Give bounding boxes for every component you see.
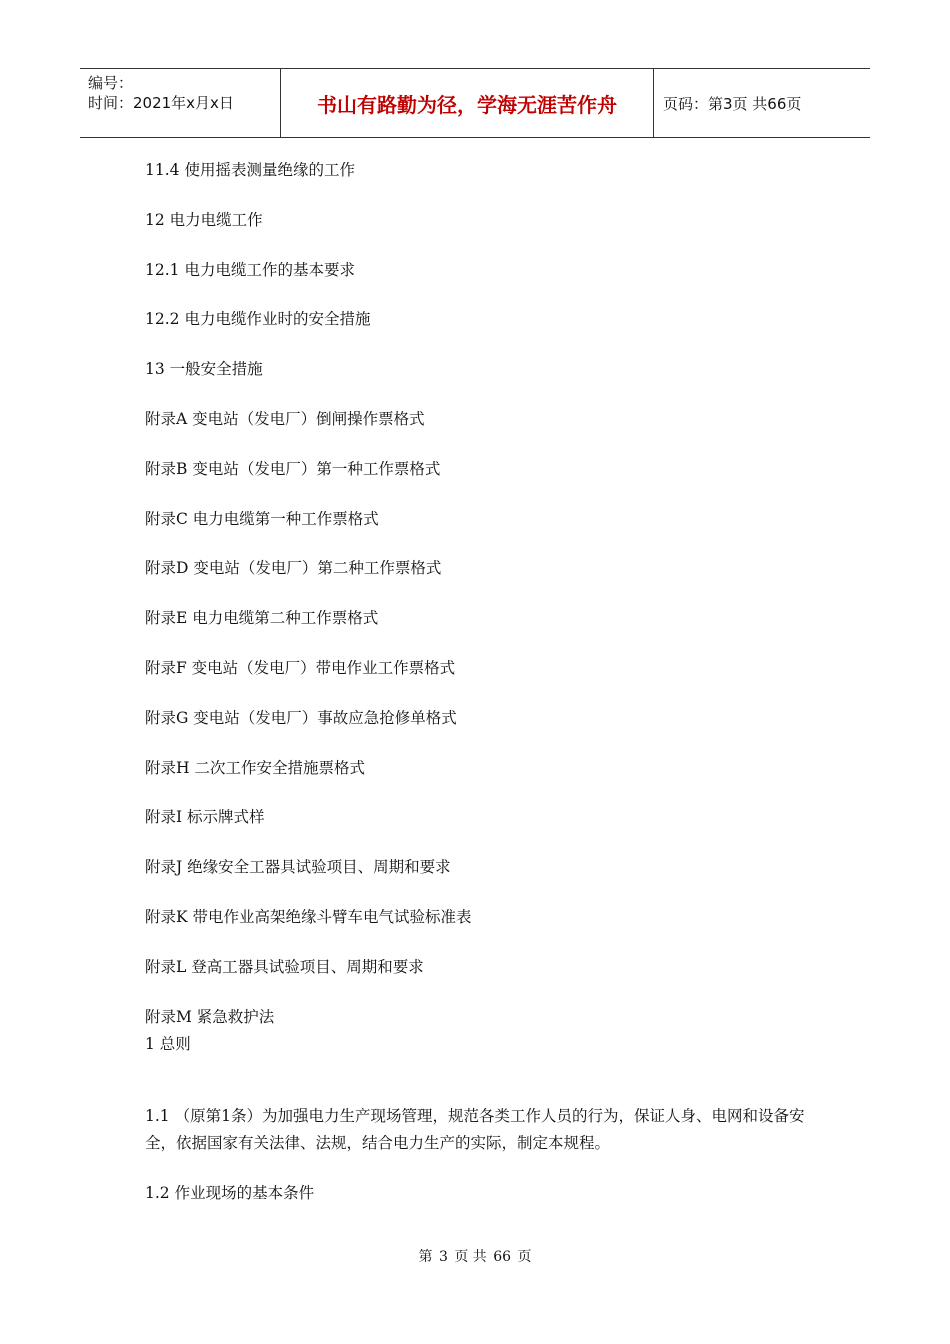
toc-item: 12 电力电缆工作 (145, 210, 263, 229)
paragraph-1-2: 1.2 作业现场的基本条件 (145, 1184, 315, 1202)
toc-item: 附录D 变电站（发电厂）第二种工作票格式 (145, 559, 442, 578)
toc-item: 附录F 变电站（发电厂）带电作业工作票格式 (145, 658, 456, 677)
footer-current-page: 3 (438, 1249, 448, 1265)
header-page-info: 页码：第3页 共66页 (663, 94, 802, 113)
toc-item: 附录C 电力电缆第一种工作票格式 (145, 509, 379, 528)
section-title: 1 总则 (145, 1035, 191, 1053)
toc-item: 附录A 变电站（发电厂）倒闸操作票格式 (145, 409, 425, 428)
document-number-label: 编号： (88, 74, 134, 92)
footer-suffix: 页 (517, 1249, 532, 1265)
toc-item: 附录I 标示牌式样 (145, 808, 265, 827)
toc-item: 附录E 电力电缆第二种工作票格式 (145, 609, 379, 628)
page-footer (0, 1246, 950, 1266)
paragraph-1-1: 1.1 （原第1条）为加强电力生产现场管理，规范各类工作人员的行为，保证人身、电网和设备安全，依据国家有关法律、法规，结合电力生产的实际，制定本规程。 (145, 1107, 805, 1152)
table-of-contents (145, 160, 472, 1056)
toc-item: 12.1 电力电缆工作的基本要求 (145, 260, 355, 279)
toc-item: 附录M 紧急救护法 (145, 1007, 275, 1026)
toc-item: 附录K 带电作业高架绝缘斗臂车电气试验标准表 (145, 907, 472, 926)
toc-item: 附录J 绝缘安全工器具试验项目、周期和要求 (145, 858, 451, 877)
header-motto: 书山有路勤为径，学海无涯苦作舟 (281, 69, 654, 137)
toc-item: 附录G 变电站（发电厂）事故应急抢修单格式 (145, 708, 457, 727)
footer-prefix: 第 (418, 1249, 433, 1265)
header-meta (80, 69, 281, 137)
toc-item: 11.4 使用摇表测量绝缘的工作 (145, 161, 355, 179)
footer-total-pages: 66 (493, 1249, 512, 1265)
toc-item: 附录H 二次工作安全措施票格式 (145, 758, 365, 777)
toc-item: 附录B 变电站（发电厂）第一种工作票格式 (145, 459, 441, 478)
footer-middle: 页 共 (454, 1249, 487, 1265)
document-time-label: 时间：2021年x月x日 (88, 94, 234, 112)
toc-item: 13 一般安全措施 (145, 360, 263, 379)
page-header (80, 68, 870, 138)
toc-item: 附录L 登高工器具试验项目、周期和要求 (145, 957, 424, 976)
toc-item: 12.2 电力电缆作业时的安全措施 (145, 310, 371, 329)
